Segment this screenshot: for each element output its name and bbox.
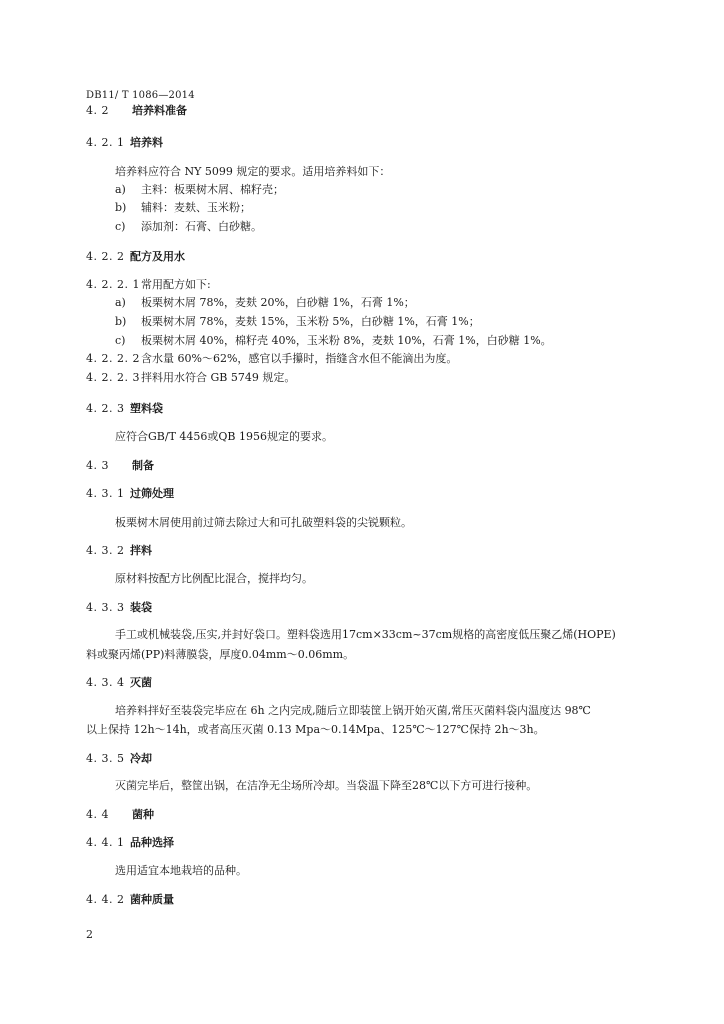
section-heading-4-4-2 xyxy=(86,893,174,907)
section-title: 冷却 xyxy=(130,752,152,765)
list-item-label: a) xyxy=(115,183,126,196)
list-item xyxy=(115,334,552,348)
section-title: 过筛处理 xyxy=(130,487,174,500)
list-item-label: a) xyxy=(115,296,126,309)
paragraph-4-3-2: 原材料按配方比例配比混合，搅拌均匀。 xyxy=(115,572,313,585)
list-item xyxy=(115,220,262,234)
section-heading-4-2-2 xyxy=(86,250,185,264)
paragraph-4-3-3-line-1: 手工或机械装袋,压实,并封好袋口。塑料袋选用17cm×33cm~37cm规格的高密度低压聚乙烯(HOPE) xyxy=(115,628,616,641)
section-title: 灭菌 xyxy=(130,676,152,689)
list-item-text: 板栗树木屑 78%，麦麸 20%，白砂糖 1%，石膏 1%； xyxy=(141,296,415,309)
section-heading-4-3-3 xyxy=(86,601,152,615)
list-item-text: 辅料：麦麸、玉米粉； xyxy=(141,201,251,214)
paragraph-4-4-1: 选用适宜本地栽培的品种。 xyxy=(115,864,247,877)
list-item xyxy=(115,201,251,215)
section-title: 菌种 xyxy=(132,808,154,821)
subclause-number: 4. 2. 2. 3 xyxy=(86,371,140,384)
section-number: 4. 4 xyxy=(86,808,109,821)
section-heading-4-3-2 xyxy=(86,544,152,558)
subclause-text: 拌料用水符合 GB 5749 规定。 xyxy=(141,371,296,384)
section-title: 塑料袋 xyxy=(130,402,163,415)
paragraph-4-3-1: 板栗树木屑使用前过筛去除过大和可扎破塑料袋的尖锐颗粒。 xyxy=(115,516,412,529)
section-heading-4-4-1 xyxy=(86,836,174,850)
section-heading-4-3-1 xyxy=(86,487,174,501)
list-item-label: b) xyxy=(115,201,127,214)
section-heading-4-3-5 xyxy=(86,752,152,766)
paragraph-4-2-3: 应符合GB/T 4456或QB 1956规定的要求。 xyxy=(115,430,333,443)
paragraph-4-3-4-line-2: 以上保持 12h～14h，或者高压灭菌 0.13 Mpa～0.14Mpa、125℃～127℃保持 2h～3h。 xyxy=(86,723,545,736)
section-number: 4. 3 xyxy=(86,459,109,472)
section-heading-4-2 xyxy=(86,104,187,118)
section-title: 拌料 xyxy=(130,544,152,557)
section-number: 4. 3. 5 xyxy=(86,752,125,765)
subclause-number: 4. 2. 2. 2 xyxy=(86,352,140,365)
section-number: 4. 4. 1 xyxy=(86,836,125,849)
list-item-label: c) xyxy=(115,220,126,233)
section-title: 培养料准备 xyxy=(132,104,187,117)
subclause-text: 常用配方如下: xyxy=(141,278,211,291)
list-item-text: 添加剂：石膏、白砂糖。 xyxy=(141,220,262,233)
section-number: 4. 3. 1 xyxy=(86,487,125,500)
standard-header: DB11/ T 1086—2014 xyxy=(86,90,195,101)
list-item-label: b) xyxy=(115,315,127,328)
page-number: 2 xyxy=(86,928,93,941)
section-title: 制备 xyxy=(132,459,154,472)
section-title: 配方及用水 xyxy=(130,250,185,263)
section-heading-4-3-4 xyxy=(86,676,152,690)
section-number: 4. 2. 3 xyxy=(86,402,125,415)
list-item-label: c) xyxy=(115,334,126,347)
section-number: 4. 3. 2 xyxy=(86,544,125,557)
section-title: 培养料 xyxy=(130,136,163,149)
paragraph-4-3-5: 灭菌完毕后，整筐出锅，在洁净无尘场所冷却。当袋温下降至28℃以下方可进行接种。 xyxy=(115,779,538,792)
section-number: 4. 2 xyxy=(86,104,109,117)
section-number: 4. 3. 3 xyxy=(86,601,125,614)
paragraph-4-2-1: 培养料应符合 NY 5099 规定的要求。适用培养料如下： xyxy=(115,165,391,178)
section-number: 4. 4. 2 xyxy=(86,893,125,906)
section-title: 菌种质量 xyxy=(130,893,174,906)
subclause-4-2-2-3 xyxy=(86,371,295,385)
section-heading-4-2-3 xyxy=(86,402,163,416)
section-heading-4-2-1 xyxy=(86,136,163,150)
subclause-number: 4. 2. 2. 1 xyxy=(86,278,140,291)
section-number: 4. 2. 1 xyxy=(86,136,125,149)
section-title: 装袋 xyxy=(130,601,152,614)
section-heading-4-4 xyxy=(86,808,154,822)
paragraph-4-3-4-line-1: 培养料拌好至装袋完毕应在 6h 之内完成,随后立即装筐上锅开始灭菌,常压灭菌料袋内温度达 98℃ xyxy=(115,704,591,717)
list-item-text: 板栗树木屑 40%，棉籽壳 40%，玉米粉 8%，麦麸 10%，石膏 1%，白砂糖 1%。 xyxy=(141,334,552,347)
list-item xyxy=(115,183,284,197)
list-item xyxy=(115,315,480,329)
subclause-4-2-2-1 xyxy=(86,278,211,292)
section-title: 品种选择 xyxy=(130,836,174,849)
section-number: 4. 3. 4 xyxy=(86,676,125,689)
section-number: 4. 2. 2 xyxy=(86,250,125,263)
list-item xyxy=(115,296,415,310)
section-heading-4-3 xyxy=(86,459,154,473)
subclause-text: 含水量 60%～62%，感官以手攥时，指缝含水但不能滴出为度。 xyxy=(141,352,458,365)
subclause-4-2-2-2 xyxy=(86,352,457,366)
list-item-text: 主料：板栗树木屑、棉籽壳； xyxy=(141,183,284,196)
paragraph-4-3-3-line-2: 料或聚丙烯(PP)料薄膜袋，厚度0.04mm～0.06mm。 xyxy=(86,648,355,661)
list-item-text: 板栗树木屑 78%，麦麸 15%，玉米粉 5%，白砂糖 1%，石膏 1%； xyxy=(141,315,480,328)
